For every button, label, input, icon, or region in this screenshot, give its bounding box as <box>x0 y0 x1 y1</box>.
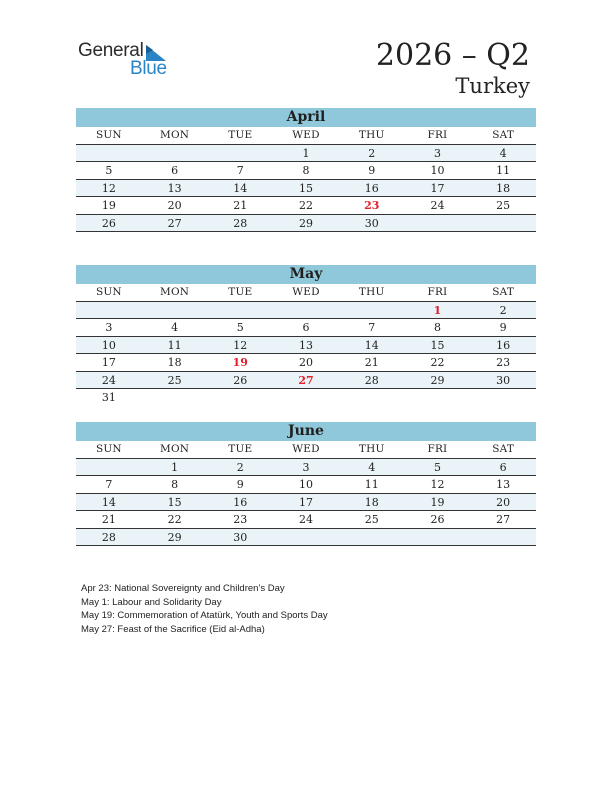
day-cell: 8 <box>171 478 179 491</box>
day-cell: 17 <box>430 181 445 195</box>
day-cell <box>339 529 405 546</box>
day-cell: 18 <box>364 495 379 509</box>
day-cell: 23 <box>496 356 511 369</box>
day-cell: 6 <box>302 321 310 334</box>
weekday-label: THU <box>358 286 385 298</box>
week-row <box>76 511 536 529</box>
day-cell: 8 <box>433 321 441 334</box>
week-row <box>76 162 536 180</box>
weekday-label: SUN <box>95 129 122 141</box>
day-cell: 30 <box>364 216 379 230</box>
brand-logo <box>78 40 178 80</box>
day-cell: 14 <box>364 338 379 352</box>
day-cell: 17 <box>299 495 314 509</box>
weekday-header-row <box>76 127 536 145</box>
day-cell: 20 <box>167 199 182 212</box>
day-cell: 27 <box>298 373 314 387</box>
day-cell: 16 <box>364 181 379 195</box>
day-cell: 15 <box>167 495 182 509</box>
weekday-label: MON <box>160 443 190 455</box>
weekday-header-row <box>76 284 536 302</box>
holiday-note: May 27: Feast of the Sacrifice (Eid al-Adha) <box>81 623 265 635</box>
week-row <box>76 476 536 494</box>
week-row <box>76 494 536 512</box>
day-cell <box>470 529 536 546</box>
day-cell <box>142 302 208 319</box>
day-cell: 12 <box>233 338 248 352</box>
day-cell: 26 <box>233 373 248 387</box>
day-cell: 15 <box>430 338 445 352</box>
weekday-label: THU <box>358 443 385 455</box>
day-cell: 4 <box>368 460 376 474</box>
day-cell <box>142 145 208 162</box>
day-cell: 25 <box>364 513 379 526</box>
weekday-label: WED <box>292 129 320 141</box>
holiday-note: Apr 23: National Sovereignty and Children’s Day <box>81 583 285 594</box>
day-cell <box>76 145 142 162</box>
day-cell: 29 <box>299 216 314 230</box>
day-cell: 1 <box>171 460 179 474</box>
day-cell: 30 <box>233 530 248 544</box>
day-cell: 17 <box>101 356 116 369</box>
day-cell: 31 <box>101 391 116 404</box>
weekday-label: SAT <box>492 443 515 455</box>
month-name: May <box>76 265 536 284</box>
weekday-label: FRI <box>427 443 448 455</box>
holiday-notes <box>81 582 328 636</box>
logo-word-blue: Blue <box>130 58 167 79</box>
week-row <box>76 302 536 320</box>
day-cell: 28 <box>101 530 116 544</box>
day-cell: 12 <box>101 181 116 195</box>
day-cell <box>142 389 208 407</box>
day-cell: 13 <box>299 338 314 352</box>
day-cell: 20 <box>299 356 314 369</box>
month-april <box>76 108 536 232</box>
week-row <box>76 529 536 547</box>
day-cell: 1 <box>302 146 310 160</box>
day-cell: 14 <box>101 495 116 509</box>
day-cell <box>470 389 536 407</box>
day-cell: 29 <box>167 530 182 544</box>
day-cell: 6 <box>499 460 507 474</box>
day-cell: 22 <box>167 513 182 526</box>
week-row <box>76 459 536 477</box>
page-title: 2026 – Q2 <box>375 38 530 73</box>
month-may <box>76 265 536 407</box>
day-cell: 24 <box>101 373 116 387</box>
weekday-label: SUN <box>95 286 122 298</box>
day-cell: 12 <box>430 478 445 491</box>
weekday-header-row <box>76 441 536 459</box>
day-cell: 24 <box>299 513 314 526</box>
country-name: Turkey <box>455 74 530 98</box>
weekday-label: SAT <box>492 129 515 141</box>
weekday-label: THU <box>358 129 385 141</box>
day-cell <box>405 389 471 407</box>
weekday-label: WED <box>292 443 320 455</box>
day-cell: 7 <box>105 478 113 491</box>
day-cell: 19 <box>232 356 248 369</box>
holiday-note: May 19: Commemoration of Atatürk, Youth and Sports Day <box>81 610 328 621</box>
day-cell: 22 <box>430 356 445 369</box>
weekday-label: TUE <box>228 286 253 298</box>
day-cell: 10 <box>101 338 116 352</box>
day-cell: 5 <box>105 164 113 177</box>
day-cell: 27 <box>167 216 182 230</box>
day-cell: 19 <box>430 495 445 509</box>
weekday-label: MON <box>160 129 190 141</box>
day-cell: 24 <box>430 199 445 212</box>
day-cell: 4 <box>171 321 179 334</box>
day-cell: 18 <box>496 181 511 195</box>
day-cell: 3 <box>105 321 113 334</box>
day-cell: 15 <box>299 181 314 195</box>
day-cell: 16 <box>233 495 248 509</box>
day-cell: 26 <box>430 513 445 526</box>
day-cell: 21 <box>364 356 379 369</box>
day-cell: 27 <box>496 513 511 526</box>
weekday-label: TUE <box>228 129 253 141</box>
month-june <box>76 422 536 546</box>
week-row <box>76 197 536 215</box>
weekday-label: SAT <box>492 286 515 298</box>
week-row <box>76 215 536 233</box>
day-cell: 1 <box>433 303 442 317</box>
day-cell: 25 <box>496 199 511 212</box>
day-cell: 16 <box>496 338 511 352</box>
week-row <box>76 389 536 407</box>
day-cell <box>339 302 405 319</box>
day-cell: 11 <box>364 478 379 491</box>
day-cell <box>405 215 471 232</box>
day-cell: 10 <box>299 478 314 491</box>
weekday-label: FRI <box>427 286 448 298</box>
day-cell: 26 <box>101 216 116 230</box>
week-row <box>76 319 536 337</box>
day-cell <box>273 302 339 319</box>
day-cell: 21 <box>233 199 248 212</box>
day-cell <box>273 389 339 407</box>
month-name: April <box>76 108 536 127</box>
weekday-label: MON <box>160 286 190 298</box>
week-row <box>76 337 536 355</box>
day-cell: 25 <box>167 373 182 387</box>
day-cell <box>470 215 536 232</box>
day-cell <box>273 529 339 546</box>
day-cell: 8 <box>302 164 310 177</box>
day-cell <box>76 302 142 319</box>
day-cell: 20 <box>496 495 511 509</box>
day-cell: 22 <box>299 199 314 212</box>
day-cell: 23 <box>364 199 380 212</box>
day-cell: 13 <box>167 181 182 195</box>
week-row <box>76 372 536 390</box>
day-cell: 9 <box>368 164 376 177</box>
day-cell: 2 <box>368 146 376 160</box>
day-cell: 19 <box>101 199 116 212</box>
day-cell: 13 <box>496 478 511 491</box>
day-cell: 7 <box>368 321 376 334</box>
week-row <box>76 180 536 198</box>
day-cell: 14 <box>233 181 248 195</box>
day-cell: 11 <box>167 338 182 352</box>
weekday-label: SUN <box>95 443 122 455</box>
day-cell: 18 <box>167 356 182 369</box>
weekday-label: WED <box>292 286 320 298</box>
day-cell <box>207 145 273 162</box>
day-cell: 2 <box>236 460 244 474</box>
day-cell: 3 <box>302 460 310 474</box>
day-cell: 4 <box>499 146 507 160</box>
day-cell <box>339 389 405 407</box>
week-row <box>76 354 536 372</box>
day-cell: 28 <box>233 216 248 230</box>
day-cell: 29 <box>430 373 445 387</box>
day-cell: 23 <box>233 513 248 526</box>
day-cell: 5 <box>433 460 441 474</box>
month-name: June <box>76 422 536 441</box>
day-cell <box>405 529 471 546</box>
day-cell <box>207 302 273 319</box>
week-row <box>76 145 536 163</box>
day-cell: 7 <box>236 164 244 177</box>
weekday-label: FRI <box>427 129 448 141</box>
day-cell: 9 <box>236 478 244 491</box>
day-cell: 2 <box>499 303 507 317</box>
day-cell: 10 <box>430 164 445 177</box>
day-cell: 5 <box>236 321 244 334</box>
logo-word-general: General <box>78 40 144 61</box>
holiday-note: May 1: Labour and Solidarity Day <box>81 596 222 608</box>
day-cell: 3 <box>433 146 441 160</box>
day-cell: 9 <box>499 321 507 334</box>
day-cell: 6 <box>171 164 179 177</box>
weekday-label: TUE <box>228 443 253 455</box>
day-cell: 11 <box>496 164 511 177</box>
day-cell <box>76 459 142 476</box>
day-cell <box>207 389 273 407</box>
day-cell: 21 <box>101 513 116 526</box>
day-cell: 28 <box>364 373 379 387</box>
day-cell: 30 <box>496 373 511 387</box>
